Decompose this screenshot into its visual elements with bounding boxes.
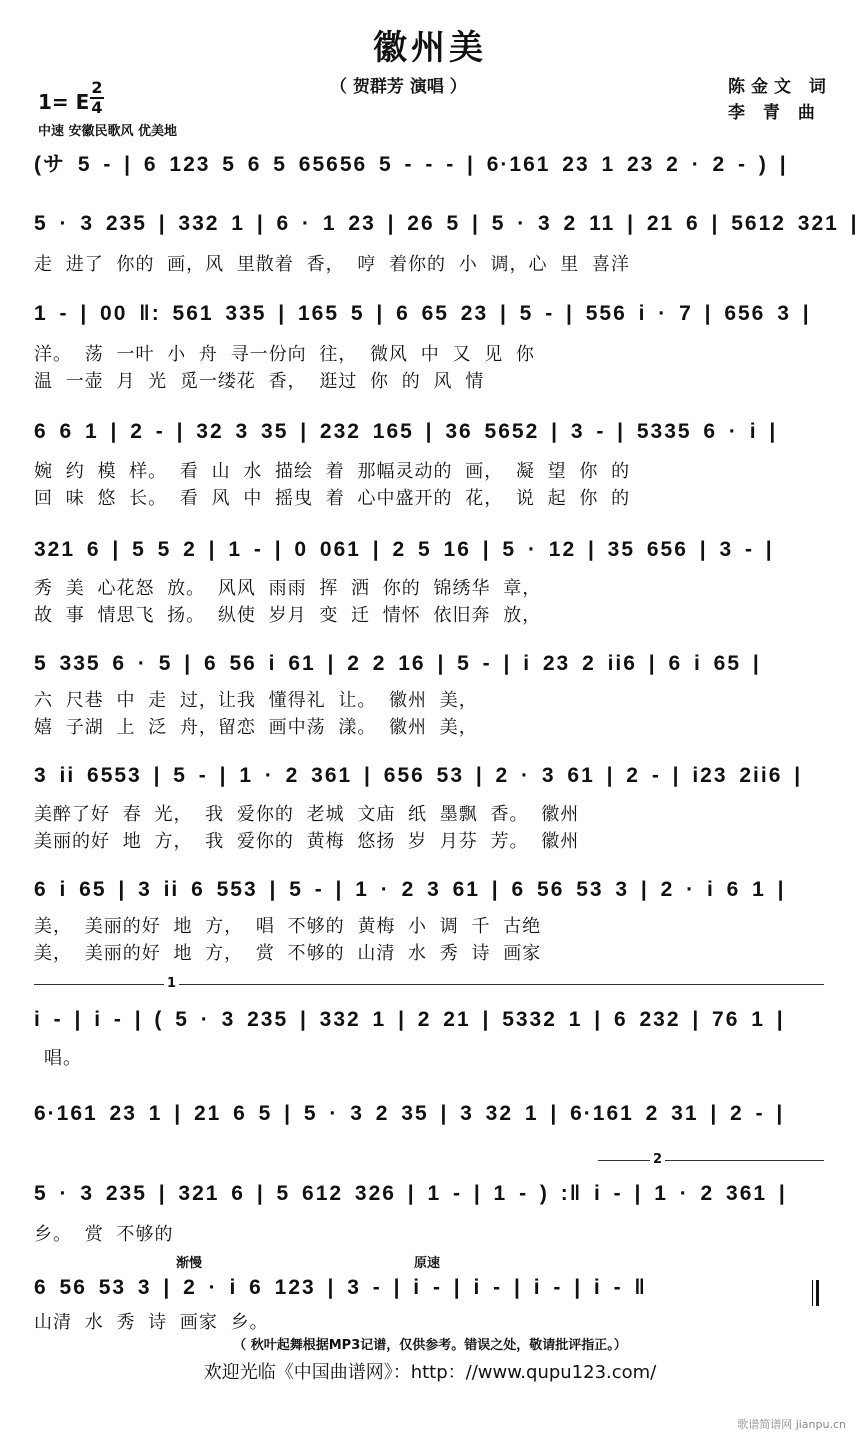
lyric-line-12a: 山清 水 秀 诗 画家 乡。 xyxy=(34,1312,269,1333)
watermark: 歌谱简谱网 jianpu.cn xyxy=(737,1418,846,1431)
lyric-line-6a: 六 尺巷 中 走 过，让我 懂得礼 让。 徽州 美， xyxy=(34,690,478,711)
lyric-line-5b: 故 事 情思飞 扬。 纵使 岁月 变 迁 情怀 依旧奔 放， xyxy=(34,605,542,626)
lyric-line-3b: 温 一壶 月 光 觅一缕花 香， 逛过 你 的 风 情 xyxy=(34,371,485,392)
website-welcome: 欢迎光临《中国曲谱网》：http：//www.qupu123.com/ xyxy=(203,1362,657,1383)
tempo-marking: 中速 安徽民歌风 优美地 xyxy=(38,124,178,139)
notation-line-2: 5 · 3 235 | 332 1 | 6 · 1 23 | 26 5 | 5 · 3 2 11 | 21 6 | 5612 321 | xyxy=(34,212,859,235)
final-barline xyxy=(812,1280,819,1306)
time-signature-bottom: 4 xyxy=(91,98,103,117)
lyric-line-2a: 走 进了 你的 画，风 里散着 香， 哼 着你的 小 调，心 里 喜洋 xyxy=(34,254,630,275)
lyric-line-8b: 美， 美丽的好 地 方， 赏 不够的 山清 水 秀 诗 画家 xyxy=(34,943,542,964)
notation-line-9: i - | i - | ( 5 · 3 235 | 332 1 | 2 21 | 5332 1 | 6 232 | 76 1 | xyxy=(34,1008,785,1031)
notation-line-12: 6 56 53 3 | 2 · i 6 123 | 3 - | i - | i - | i - | i - ‖ xyxy=(34,1276,647,1299)
a-tempo-mark: 原速 xyxy=(414,1256,441,1271)
volta-number-1: 1 xyxy=(164,976,179,991)
time-signature xyxy=(90,80,104,116)
lyric-line-9a: 唱。 xyxy=(44,1048,82,1069)
notation-line-7: 3 ii 6553 | 5 - | 1 · 2 361 | 656 53 | 2 · 3 61 | 2 - | i23 2ii6 | xyxy=(34,764,803,787)
lyric-line-4a: 婉 约 模 样。 看 山 水 描绘 着 那幅灵动的 画， 凝 望 你 的 xyxy=(34,461,631,482)
notation-line-5: 321 6 | 5 5 2 | 1 - | 0 061 | 2 5 16 | 5 · 12 | 35 656 | 3 - | xyxy=(34,538,774,561)
lyric-line-7b: 美丽的好 地 方， 我 爱你的 黄梅 悠扬 岁 月芬 芳。 徽州 xyxy=(34,831,580,852)
volta-bracket-2 xyxy=(598,1160,824,1165)
notation-line-11: 5 · 3 235 | 321 6 | 5 612 326 | 1 - | 1 - ) :‖ i - | 1 · 2 361 | xyxy=(34,1182,787,1205)
volta-bracket-1 xyxy=(34,984,824,989)
lyric-line-7a: 美醉了好 春 光， 我 爱你的 老城 文庙 纸 墨飘 香。 徽州 xyxy=(34,804,580,825)
notation-line-10: 6·161 23 1 | 21 6 5 | 5 · 3 2 35 | 3 32 1 | 6·161 2 31 | 2 - | xyxy=(34,1102,785,1125)
lyric-line-11a: 乡。 赏 不够的 xyxy=(34,1224,174,1245)
lyric-line-8a: 美， 美丽的好 地 方， 唱 不够的 黄梅 小 调 千 古绝 xyxy=(34,916,542,937)
notation-line-1: (サ 5 - | 6 123 5 6 5 65656 5 - - - | 6·161 23 1 23 2 · 2 - ) | xyxy=(34,153,788,176)
lyric-line-6b: 嬉 子湖 上 泛 舟，留恋 画中荡 漾。 徽州 美， xyxy=(34,717,478,738)
composer-credit: 李 青 曲 xyxy=(728,103,821,123)
lyricist-credit: 陈金文 词 xyxy=(728,77,832,97)
lyric-line-5a: 秀 美 心花怒 放。 风风 雨雨 挥 洒 你的 锦绣华 章， xyxy=(34,578,542,599)
notation-line-8: 6 i 65 | 3 ii 6 553 | 5 - | 1 · 2 3 61 | 6 56 53 3 | 2 · i 6 1 | xyxy=(34,878,786,901)
notation-line-4: 6 6 1 | 2 - | 32 3 35 | 232 165 | 36 5652 | 3 - | 5335 6 · i | xyxy=(34,420,778,443)
lyric-line-3a: 洋。 荡 一叶 小 舟 寻一份向 往， 微风 中 又 见 你 xyxy=(34,344,535,365)
transcription-note: （ 秋叶起舞根据MP3记谱，仅供参考。错误之处，敬请批评指正。） xyxy=(233,1338,627,1353)
key-signature: 1= E xyxy=(38,90,90,114)
song-title: 徽州美 xyxy=(373,28,487,68)
lyric-line-4b: 回 味 悠 长。 看 风 中 摇曳 着 心中盛开的 花， 说 起 你 的 xyxy=(34,488,631,509)
singer-credit: （ 贺群芳 演唱 ） xyxy=(330,77,467,97)
time-signature-top: 2 xyxy=(91,78,103,97)
volta-number-2: 2 xyxy=(650,1152,665,1167)
ritardando-mark: 渐慢 xyxy=(176,1256,203,1271)
notation-line-3: 1 - | 00 ‖: 561 335 | 165 5 | 6 65 23 | 5 - | 556 i · 7 | 656 3 | xyxy=(34,302,811,325)
notation-line-6: 5 335 6 · 5 | 6 56 i 61 | 2 2 16 | 5 - | i 23 2 ii6 | 6 i 65 | xyxy=(34,652,761,675)
